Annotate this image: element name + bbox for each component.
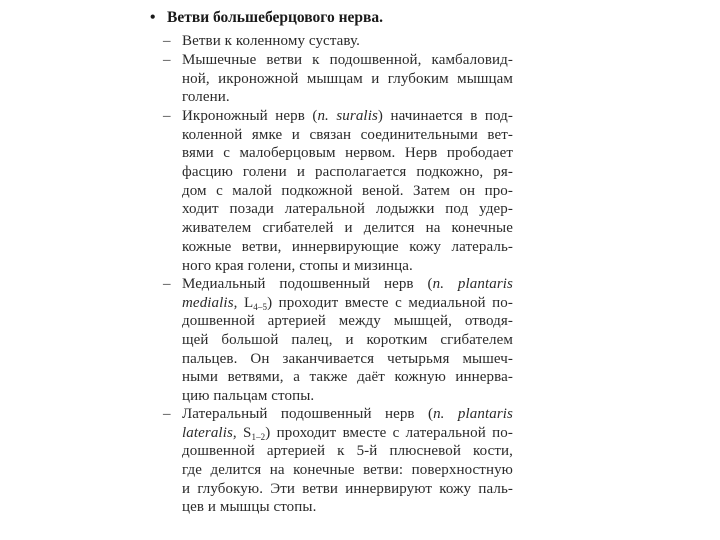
text-line [182,275,513,294]
text-line [182,350,513,369]
bullet-icon: • [150,9,156,26]
text-segment: фасцию голени и располагается подкожно, ря- [182,164,513,181]
text-line [182,163,513,182]
dash-marker: – [163,108,171,124]
text-segment: Икроножный нерв ( [182,108,318,124]
dash-marker: – [163,276,171,292]
text-segment: ного края голени, стопы и мизинца. [182,257,413,274]
text-segment: ными ветвями, а также даёт кожную иннерва- [182,369,513,386]
text-line [182,257,513,276]
text-segment: где делится на конечные ветви: поверхностную [182,462,513,479]
latin-term: n. plantaris [432,276,513,292]
list-item [163,275,513,406]
text-line [182,294,513,313]
text-segment: щей большой палец, и коротким сгибателем [182,332,513,349]
text-line [182,70,513,89]
text-line [182,107,513,126]
dash-marker: – [163,406,171,422]
text-segment: ходит позади латеральной лодыжки под удер- [182,201,513,218]
text-segment: вями с малоберцовым нервом. Нерв прободает [182,145,513,162]
text-segment: дошвенной артерией между мышцей, отводя- [182,313,513,330]
latin-term: medialis [182,294,234,311]
text-line [182,200,513,219]
text-line [182,424,513,443]
text-line [182,368,513,387]
text-line [182,331,513,350]
text-segment: Медиальный подошвенный нерв ( [182,276,433,292]
section-heading [150,9,383,27]
dash-marker: – [163,33,171,49]
text-segment: Ветви к коленному суставу. [182,33,361,49]
text-line [182,480,513,499]
latin-term: n. suralis [317,108,378,124]
text-segment: ) проходит вместе с латеральной по- [265,424,513,441]
dash-marker: – [163,52,171,68]
text-segment: дошвенной артерией к 5-й плюсневой кости, [182,443,513,460]
text-line [182,219,513,238]
text-line [182,387,513,406]
text-line [182,498,513,517]
text-line [182,442,513,461]
list-item [163,51,513,107]
text-segment: коленной ямке и связан соединительными вет- [182,126,513,143]
text-segment: Латеральный подошвенный нерв ( [182,406,434,422]
text-line [182,461,513,480]
latin-term: n. plantaris [433,406,513,422]
text-line [182,144,513,163]
text-segment: кожные ветви, иннервирующие кожу латераль- [182,238,513,255]
text-segment: , L [233,294,254,311]
text-line [182,312,513,331]
text-segment: дом с малой подкожной веной. Затем он про- [182,182,513,199]
text-segment: цию пальцам стопы. [182,388,315,405]
text-segment: ной, икроножной мышцам и глубоким мышцам [182,70,513,87]
text-segment: , S [232,424,252,441]
text-line [182,405,513,424]
text-line [182,51,513,70]
text-segment: ) проходит вместе с медиальной по- [267,294,513,311]
subscript: 4–5 [253,301,268,312]
subscript: 1–2 [251,431,266,442]
text-segment: Мышечные ветви к подошвенной, камбаловид- [182,52,513,68]
heading-text: Ветви большеберцового нерва. [167,9,384,26]
latin-term: lateralis [182,424,233,441]
text-segment: и глубокую. Эти ветви иннервируют кожу паль- [182,480,513,497]
text-segment: живателем сгибателей и делится на конечные [182,220,513,237]
text-segment: пальцев. Он заканчивается четырьмя мышеч- [182,350,513,367]
text-line [182,126,513,145]
text-segment: голени. [182,89,230,106]
text-line [182,238,513,257]
text-line [182,32,513,51]
text-line [182,182,513,201]
text-segment: цев и мышцы стопы. [182,499,317,516]
text-segment: ) начинается в под- [377,108,513,124]
text-line [182,88,513,107]
list-item [163,107,513,275]
list-item [163,32,513,51]
list-item [163,405,513,517]
